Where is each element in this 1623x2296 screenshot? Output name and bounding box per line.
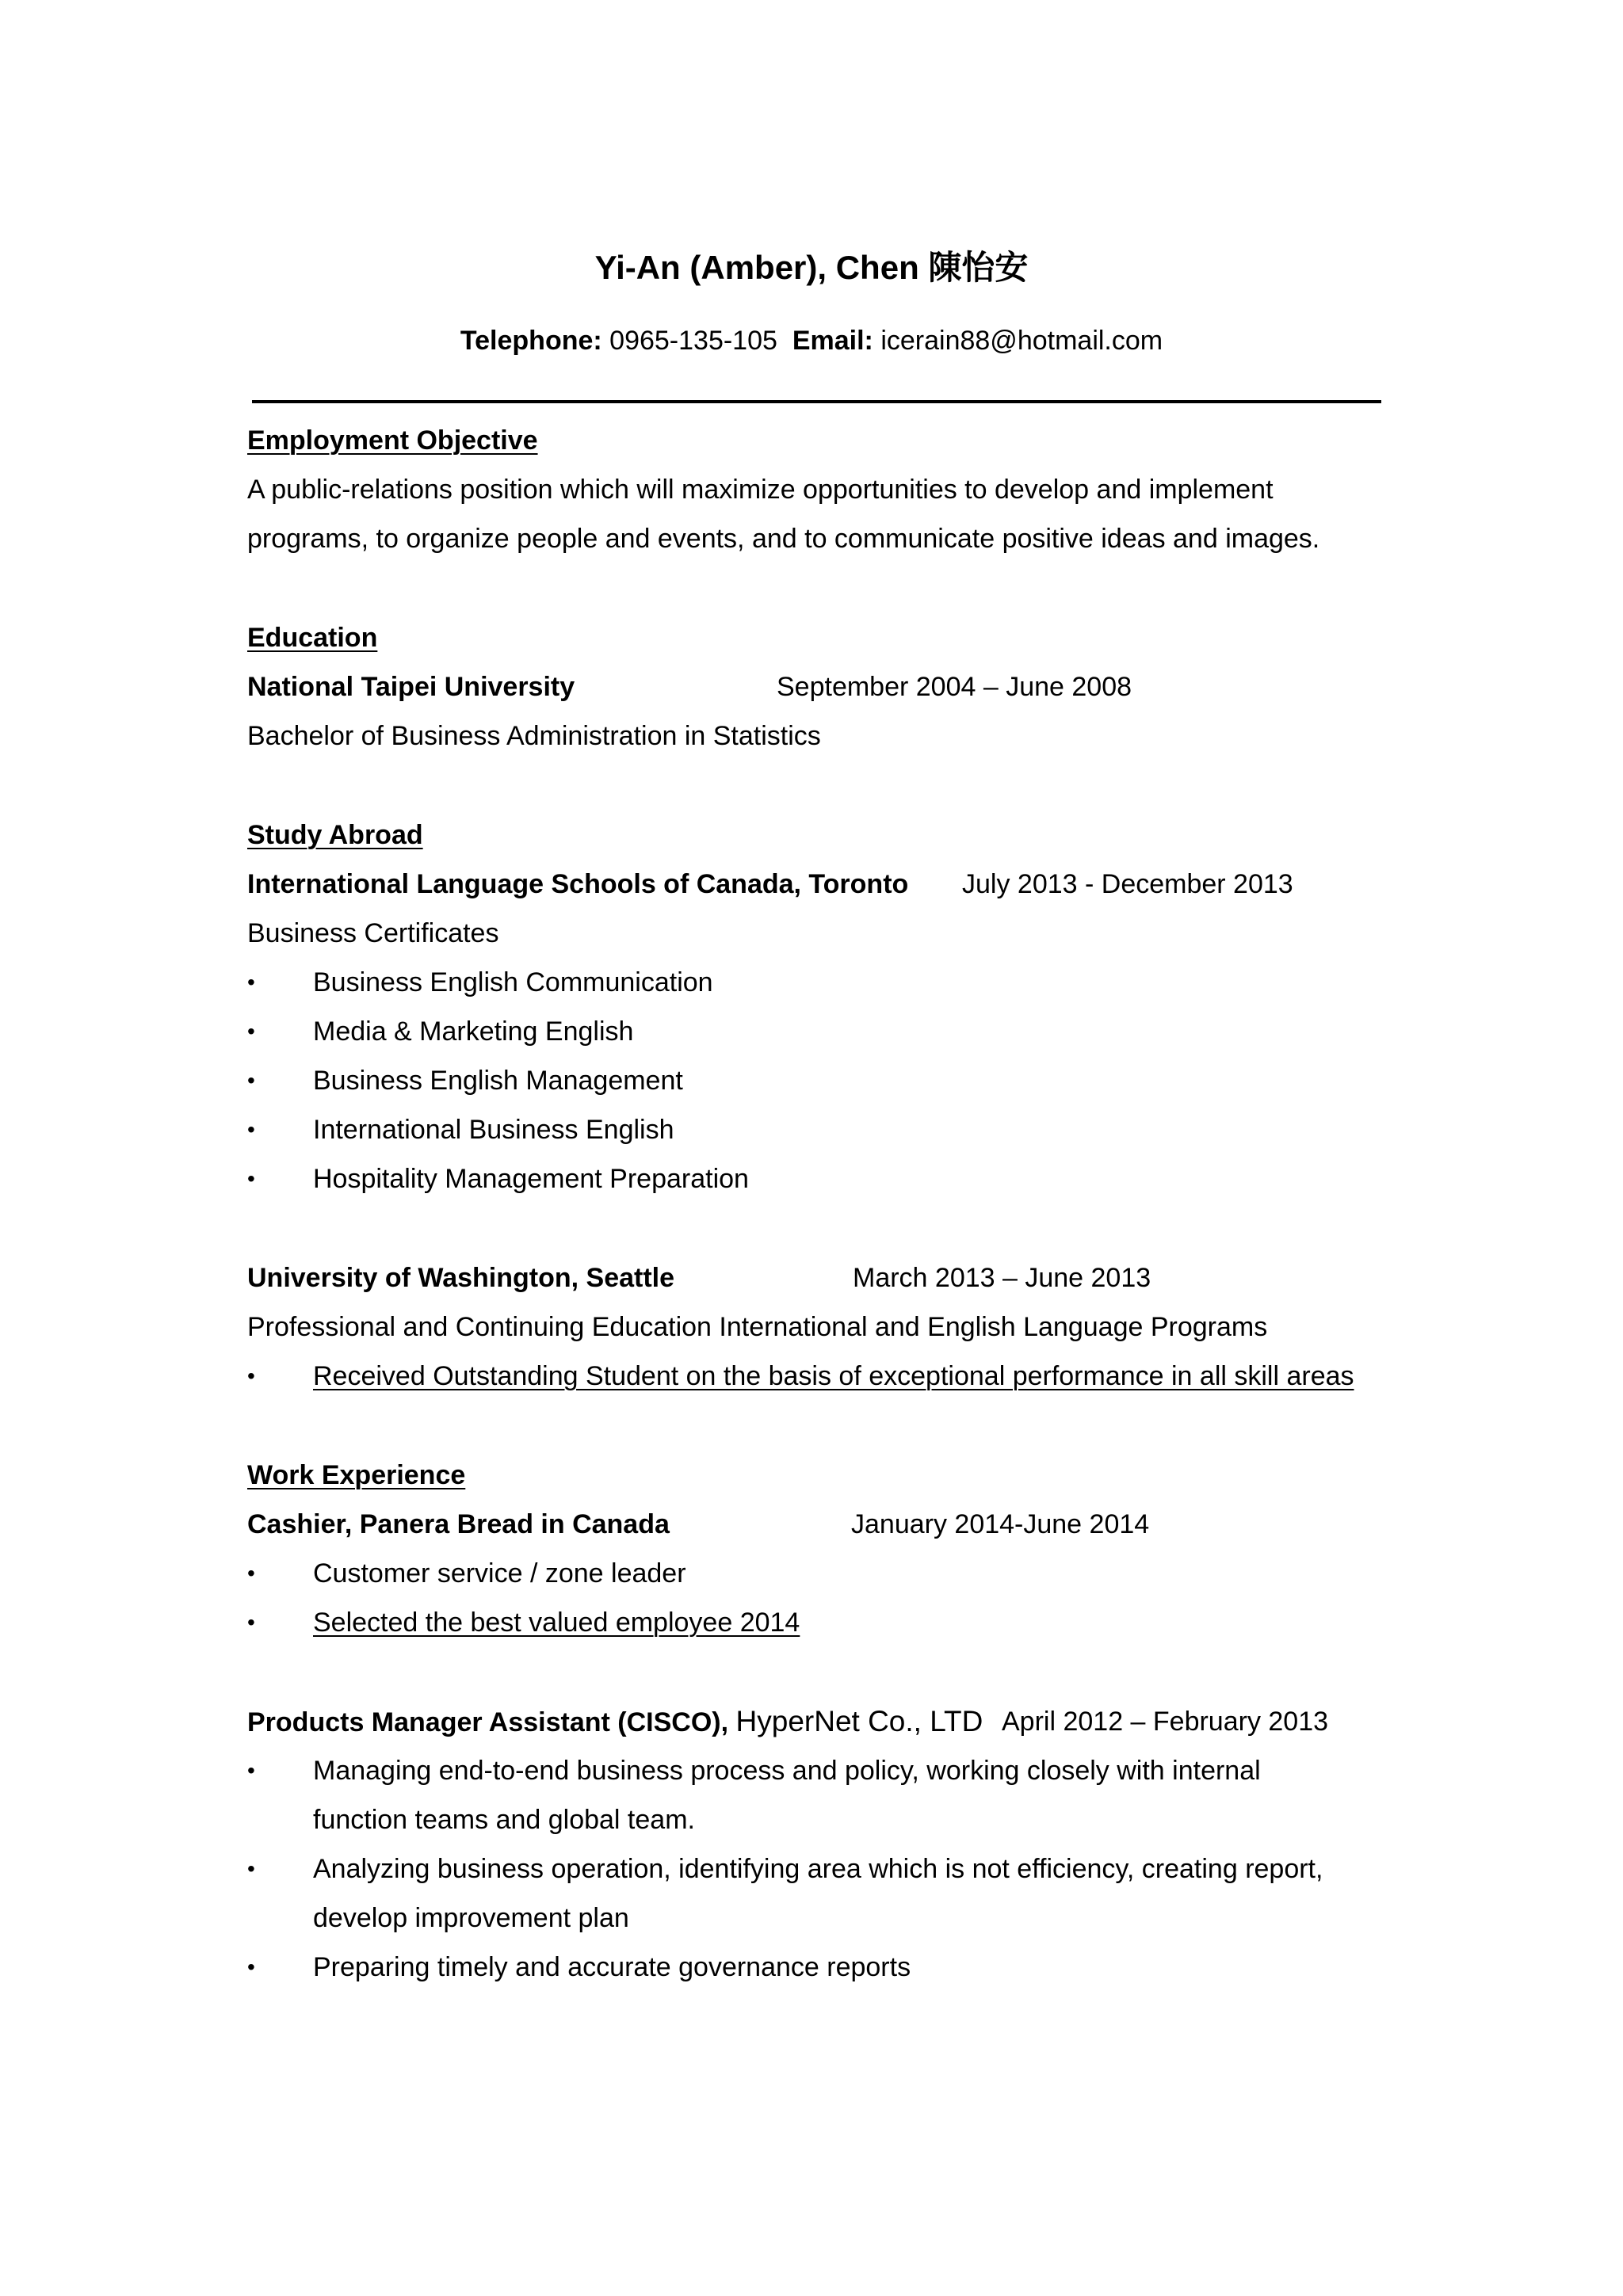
study-abroad-subtitle: Professional and Continuing Education International and English Language Programs (247, 1312, 1268, 1342)
study-abroad-school: University of Washington, Seattle (247, 1263, 675, 1293)
job-company: HyperNet Co., LTD (735, 1705, 983, 1737)
bullet-icon: • (247, 1166, 255, 1191)
bullet-icon: • (247, 970, 255, 994)
bullet-icon: • (247, 1610, 255, 1634)
bullet-icon: • (247, 1363, 255, 1388)
list-item: Customer service / zone leader (313, 1558, 686, 1589)
list-item-continuation: function teams and global team. (313, 1805, 695, 1835)
list-item: Managing end-to-end business process and policy, working closely with internal (313, 1756, 1261, 1786)
list-item: Analyzing business operation, identifying area which is not efficiency, creating report, (313, 1854, 1323, 1884)
job-dates: January 2014-June 2014 (851, 1509, 1150, 1539)
email-label: Email: (792, 326, 873, 356)
list-item: International Business English (313, 1115, 674, 1145)
telephone-value: 0965-135-105 (609, 326, 777, 356)
email-value: icerain88@hotmail.com (880, 326, 1163, 356)
education-heading: Education (247, 623, 378, 653)
list-item: Business English Communication (313, 967, 713, 997)
bullet-icon: • (247, 1856, 255, 1881)
candidate-name: Yi-An (Amber), Chen 陳怡安 (594, 249, 1029, 286)
contact-line (0, 325, 1623, 357)
header-divider (252, 400, 1381, 403)
list-item: Media & Marketing English (313, 1016, 634, 1047)
list-item: Hospitality Management Preparation (313, 1164, 749, 1194)
objective-heading: Employment Objective (247, 425, 538, 456)
study-abroad-dates: March 2013 – June 2013 (853, 1263, 1151, 1293)
bullet-icon: • (247, 1561, 255, 1585)
work-heading: Work Experience (247, 1460, 466, 1490)
bullet-icon: • (247, 1117, 255, 1142)
bullet-icon: • (247, 1019, 255, 1043)
list-item-continuation: develop improvement plan (313, 1903, 629, 1933)
list-item: Preparing timely and accurate governance reports (313, 1952, 911, 1982)
job-title: Products Manager Assistant (CISCO), (247, 1707, 729, 1737)
bullet-icon: • (247, 1068, 255, 1093)
study-abroad-dates: July 2013 - December 2013 (962, 869, 1293, 899)
list-item: Business English Management (313, 1066, 683, 1096)
job-title-line (247, 1706, 983, 1738)
education-dates: September 2004 – June 2008 (777, 672, 1132, 702)
study-abroad-school: International Language Schools of Canada, Toronto (247, 869, 909, 899)
job-title: Cashier, Panera Bread in Canada (247, 1509, 670, 1539)
education-degree: Bachelor of Business Administration in Statistics (247, 721, 821, 751)
objective-line: A public-relations position which will maximize opportunities to develop and implement (247, 475, 1274, 505)
job-dates: April 2012 – February 2013 (1002, 1707, 1329, 1737)
bullet-icon: • (247, 1758, 255, 1783)
list-item: Selected the best valued employee 2014 (313, 1608, 800, 1638)
list-item: Received Outstanding Student on the basis of exceptional performance in all skill areas (313, 1361, 1354, 1391)
education-school: National Taipei University (247, 672, 575, 702)
bullet-icon: • (247, 1955, 255, 1979)
telephone-label: Telephone: (460, 326, 602, 356)
study-abroad-heading: Study Abroad (247, 820, 423, 850)
study-abroad-subtitle: Business Certificates (247, 918, 499, 948)
objective-line: programs, to organize people and events, and to communicate positive ideas and images. (247, 524, 1320, 554)
